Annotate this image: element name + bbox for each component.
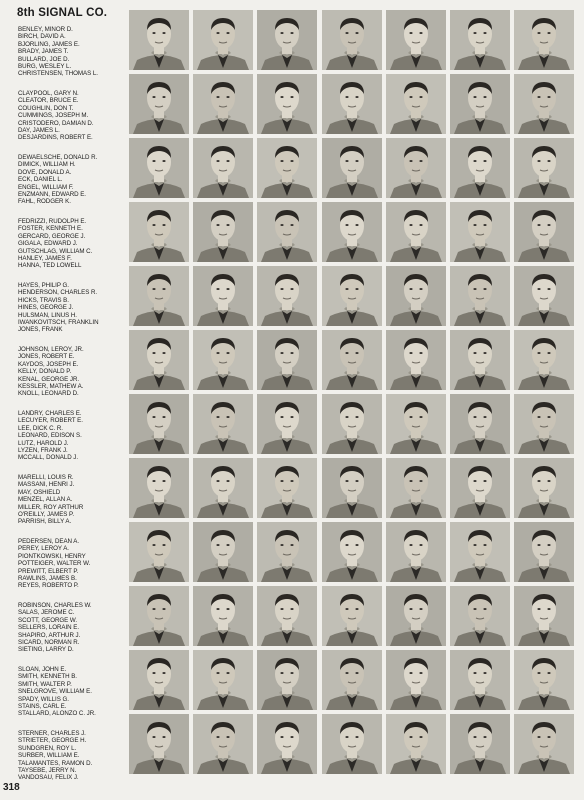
portrait-photo xyxy=(514,266,574,326)
roster-name: PARRISH, BILLY A. xyxy=(18,518,72,526)
portrait-photo xyxy=(322,330,382,390)
portrait-photo xyxy=(514,10,574,70)
portrait-photo xyxy=(450,330,510,390)
portrait-photo xyxy=(129,522,189,582)
roster-name: BJORLING, JAMES E. xyxy=(18,40,80,48)
portrait-photo xyxy=(193,522,253,582)
portrait-photo xyxy=(450,650,510,710)
portrait-photo xyxy=(514,394,574,454)
portrait-photo xyxy=(386,202,446,262)
portrait-photo xyxy=(386,522,446,582)
portrait-photo xyxy=(514,522,574,582)
name-group xyxy=(18,730,126,782)
roster-name: LEONARD, EDISON S. xyxy=(18,432,82,440)
name-group xyxy=(18,666,126,718)
roster-name: SPADY, WILLIS G. xyxy=(18,695,69,703)
portrait-photo xyxy=(129,202,189,262)
portrait-photo xyxy=(257,138,317,198)
portrait-photo xyxy=(193,458,253,518)
portrait-photo xyxy=(386,650,446,710)
portrait-photo xyxy=(193,394,253,454)
roster-name: HICKS, TRAVIS B. xyxy=(18,296,69,304)
portrait-photo xyxy=(129,138,189,198)
roster-name: STALLARD, ALONZO C. JR. xyxy=(18,710,96,718)
roster-name: HANNA, TED LOWELL xyxy=(18,262,82,270)
portrait-photo xyxy=(193,714,253,774)
roster-name: ENZMANN, EDWARD E. xyxy=(18,191,86,199)
portrait-photo xyxy=(386,266,446,326)
roster-name: POTTEIGER, WALTER W. xyxy=(18,560,91,568)
portrait-photo xyxy=(322,202,382,262)
roster-name: ENGEL, WILLIAM F. xyxy=(18,183,74,191)
roster-name: PREWITT, ELBERT P. xyxy=(18,567,79,575)
portrait-photo xyxy=(386,458,446,518)
roster-name: BURG, WESLEY L. xyxy=(18,63,72,71)
roster-name: GERCARD, GEORGE J. xyxy=(18,232,86,240)
roster-name: BENLEY, MINOR D. xyxy=(18,26,73,33)
roster-name: LUTZ, HAROLD J. xyxy=(18,439,69,447)
portrait-photo xyxy=(514,330,574,390)
portrait-photo xyxy=(514,650,574,710)
portrait-photo xyxy=(129,714,189,774)
roster-name: SHAPIRO, ARTHUR J. xyxy=(18,631,81,639)
roster-name: SIETING, LARRY D. xyxy=(18,646,74,654)
portrait-photo xyxy=(193,138,253,198)
roster-name: REYES, ROBERTO P. xyxy=(18,582,79,590)
roster-name: SELLERS, LORAIN E. xyxy=(18,624,79,632)
roster-name: CLAYPOOL, GARY N. xyxy=(18,90,79,97)
portrait-photo xyxy=(322,458,382,518)
roster-name: MCCALL, DONALD J. xyxy=(18,454,79,462)
roster-name: JOHNSON, LEROY, JR. xyxy=(18,346,84,353)
portrait-photo xyxy=(386,586,446,646)
portrait-photo xyxy=(322,394,382,454)
roster-name: DOVE, DONALD A. xyxy=(18,168,72,176)
page-number: 318 xyxy=(3,782,20,793)
portrait-photo xyxy=(450,714,510,774)
roster-name: HAYES, PHILIP G. xyxy=(18,282,69,289)
portrait-photo xyxy=(450,74,510,134)
portrait-photo xyxy=(386,714,446,774)
roster-name: MAY, OSHIELD xyxy=(18,488,61,496)
portrait-photo xyxy=(514,458,574,518)
name-group xyxy=(18,474,126,526)
roster-name: GIGALA, EDWARD J. xyxy=(18,240,78,248)
portrait-photo xyxy=(322,74,382,134)
portrait-photo xyxy=(386,394,446,454)
name-group xyxy=(18,26,126,78)
portrait-photo xyxy=(129,458,189,518)
portrait-photo xyxy=(322,266,382,326)
roster-name: TALAMANTES, RAMON D. xyxy=(18,759,93,767)
portrait-photo xyxy=(322,650,382,710)
portrait-photo xyxy=(129,266,189,326)
roster-name: PEDERSEN, DEAN A. xyxy=(18,538,80,545)
roster-name: SALAS, JEROME C. xyxy=(18,609,75,617)
roster-name: TAYSEBE, JERRY N. xyxy=(18,767,77,775)
name-group xyxy=(18,218,126,270)
portrait-photo xyxy=(450,586,510,646)
portrait-photo xyxy=(450,266,510,326)
roster-name: FOSTER, KENNETH E. xyxy=(18,225,83,233)
name-group xyxy=(18,602,126,654)
roster-name: VANDOSAU, FELIX J. xyxy=(18,774,79,782)
portrait-photo xyxy=(322,714,382,774)
portrait-photo xyxy=(129,394,189,454)
roster-name: SMITH, KENNETH B. xyxy=(18,673,77,681)
roster-name: STRIETER, GEORGE H. xyxy=(18,737,87,745)
roster-name: LYZEN, FRANK J. xyxy=(18,447,68,455)
roster-name: KELLY, DONALD P. xyxy=(18,368,72,376)
portrait-photo xyxy=(450,138,510,198)
roster-name: HENDERSON, CHARLES R. xyxy=(18,289,98,297)
portrait-photo xyxy=(257,586,317,646)
roster-name: SICARD, NORMAN R. xyxy=(18,639,80,647)
portrait-photo xyxy=(322,586,382,646)
roster-name: BIRCH, DAVID A. xyxy=(18,33,66,41)
portrait-photo xyxy=(322,10,382,70)
portrait-photo xyxy=(514,586,574,646)
portrait-photo xyxy=(450,458,510,518)
portrait-photo xyxy=(322,522,382,582)
roster-name: JONES, FRANK xyxy=(18,326,63,334)
portrait-photo xyxy=(514,202,574,262)
roster-name: DIMICK, WILLIAM H. xyxy=(18,161,76,169)
roster-name: DESJARDINS, ROBERT E. xyxy=(18,134,93,142)
roster-name: CLEATOR, BRUCE E. xyxy=(18,97,79,105)
portrait-photo xyxy=(257,266,317,326)
roster-name: SUNDGREN, ROY L. xyxy=(18,744,77,752)
portrait-photo xyxy=(193,202,253,262)
roster-name: SNELGROVE, WILLIAM E. xyxy=(18,688,92,696)
roster-name: MILLER, ROY ARTHUR xyxy=(18,503,84,511)
portrait-photo xyxy=(257,714,317,774)
portrait-photo xyxy=(257,74,317,134)
portrait-photo xyxy=(450,394,510,454)
roster-name: GUTSCHLAG, WILLIAM C. xyxy=(18,247,93,255)
name-group xyxy=(18,154,126,206)
portrait-photo xyxy=(514,74,574,134)
portrait-photo xyxy=(257,10,317,70)
roster-name: SURBER, WILLIAM E. xyxy=(18,752,80,760)
portrait-photo xyxy=(129,650,189,710)
roster-name: MENZEL, ALLAN A. xyxy=(18,496,73,504)
name-group xyxy=(18,538,126,590)
roster-name: DEWAELSCHE, DONALD R. xyxy=(18,154,98,161)
portrait-photo xyxy=(193,10,253,70)
portrait-photo xyxy=(322,138,382,198)
name-group xyxy=(18,90,126,142)
portrait-photo xyxy=(450,202,510,262)
roster-name: IWANKOVITSCH, FRANKLIN xyxy=(18,319,99,327)
roster-name: LECUYER, ROBERT E. xyxy=(18,417,83,425)
roster-name: SLOAN, JOHN E. xyxy=(18,666,67,673)
roster-name: HINES, GEORGE J. xyxy=(18,304,74,312)
portrait-photo xyxy=(257,458,317,518)
portrait-photo xyxy=(514,714,574,774)
portrait-photo xyxy=(450,522,510,582)
roster-name: STAINS, CARL E. xyxy=(18,703,67,711)
roster-name: MASSANI, HENRI J. xyxy=(18,481,75,489)
portrait-photo xyxy=(386,330,446,390)
roster-name: PEREY, LEROY A. xyxy=(18,545,69,553)
roster-name: STERNER, CHARLES J. xyxy=(18,730,86,737)
name-group xyxy=(18,282,126,334)
roster-name: KENAL, GEORGE JR. xyxy=(18,375,80,383)
roster-name: LANDRY, CHARLES E. xyxy=(18,410,82,417)
roster-name: JONES, ROBERT E. xyxy=(18,353,75,361)
roster-name: KESSLER, MATHEW A. xyxy=(18,383,84,391)
name-group xyxy=(18,346,126,398)
portrait-photo xyxy=(193,74,253,134)
portrait-photo xyxy=(129,10,189,70)
roster-name: PIONTKOWSKI, HENRY xyxy=(18,552,86,560)
portrait-photo xyxy=(386,74,446,134)
portrait-photo xyxy=(129,330,189,390)
roster-name: COUGHLIN, DON T. xyxy=(18,104,74,112)
roster-name: RAWLINS, JAMES B. xyxy=(18,575,77,583)
roster-name: KNOLL, LEONARD D. xyxy=(18,390,79,398)
name-group xyxy=(18,410,126,462)
unit-title: 8th SIGNAL CO. xyxy=(17,7,108,19)
roster-name: LEE, DICK C. R. xyxy=(18,424,63,432)
portrait-photo xyxy=(386,10,446,70)
portrait-photo xyxy=(193,586,253,646)
roster-name: BRADY, JAMES T. xyxy=(18,48,69,56)
portrait-photo xyxy=(257,330,317,390)
roster-name: FEDRIZZI, RUDOLPH E. xyxy=(18,218,87,225)
roster-name: ROBINSON, CHARLES W. xyxy=(18,602,92,609)
roster-name: CRISTODERO, DAMIAN D. xyxy=(18,119,94,127)
roster-name: SMITH, WALTER P. xyxy=(18,680,72,688)
roster-name: CUMMINGS, JOSEPH M. xyxy=(18,112,89,120)
portrait-photo xyxy=(193,330,253,390)
portrait-photo xyxy=(386,138,446,198)
portrait-photo xyxy=(257,394,317,454)
roster-name: FAHL, RODGER K. xyxy=(18,198,71,206)
roster-name: MARELLI, LOUIS R. xyxy=(18,474,74,481)
roster-name: KAYDOS, JOSEPH E. xyxy=(18,360,79,368)
portrait-photo xyxy=(450,10,510,70)
roster-name: ECK, DANIEL L. xyxy=(18,176,63,184)
roster-name: HANLEY, JAMES F. xyxy=(18,255,72,263)
roster-name: HULSMAN, LINUS H. xyxy=(18,311,77,319)
portrait-photo xyxy=(257,202,317,262)
portrait-photo xyxy=(257,522,317,582)
roster-name: CHRISTENSEN, THOMAS L. xyxy=(18,70,98,78)
portrait-photo xyxy=(129,586,189,646)
portrait-photo xyxy=(257,650,317,710)
roster-name: O'REILLY, JAMES P. xyxy=(18,511,74,519)
roster-name: DAY, JAMES L. xyxy=(18,127,60,135)
portrait-photo xyxy=(514,138,574,198)
portrait-photo xyxy=(193,650,253,710)
portrait-photo xyxy=(129,74,189,134)
roster-name: SCOTT, GEORGE W. xyxy=(18,616,78,624)
roster-name: BULLARD, JOE D. xyxy=(18,55,70,63)
portrait-photo xyxy=(193,266,253,326)
